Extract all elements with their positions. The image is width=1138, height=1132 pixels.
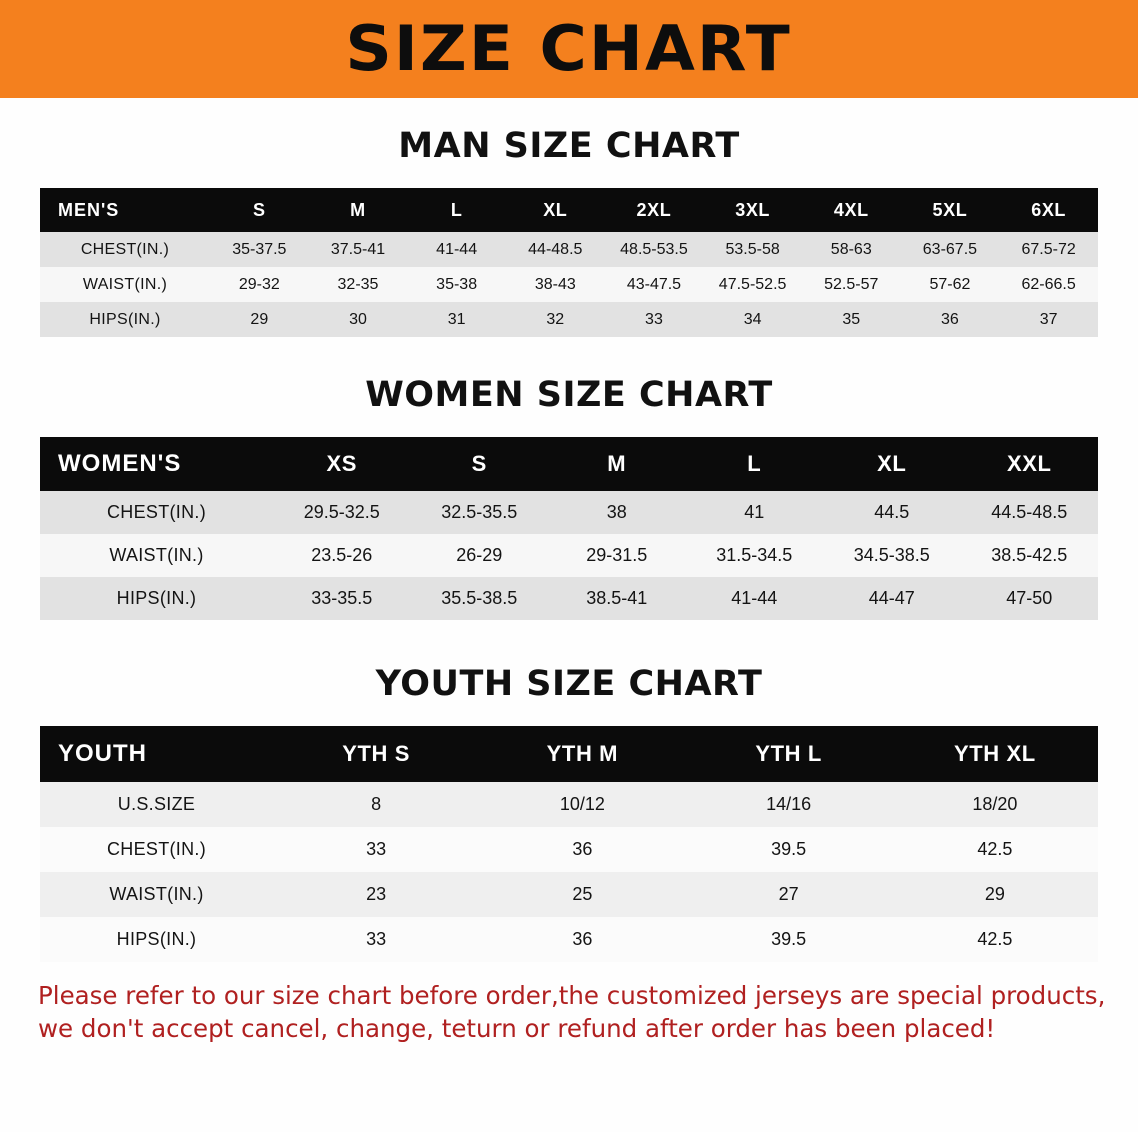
men-cell-0-4: 48.5-53.5 xyxy=(605,232,704,267)
men-cell-2-8: 37 xyxy=(999,302,1098,337)
women-size-table xyxy=(40,437,1098,620)
men-cell-0-0: 35-37.5 xyxy=(210,232,309,267)
youth-cell-0-0: 8 xyxy=(273,782,479,827)
table-row xyxy=(40,534,1098,577)
men-cell-2-6: 35 xyxy=(802,302,901,337)
table-row xyxy=(40,232,1098,267)
youth-col-1: YTH M xyxy=(479,726,685,782)
women-row-2-label: HIPS(IN.) xyxy=(40,577,273,620)
youth-section-title: YOUTH SIZE CHART xyxy=(375,664,763,704)
youth-corner-label: YOUTH xyxy=(40,726,273,782)
women-row-0-label: CHEST(IN.) xyxy=(40,491,273,534)
men-cell-0-1: 37.5-41 xyxy=(309,232,408,267)
men-cell-2-3: 32 xyxy=(506,302,605,337)
youth-col-0: YTH S xyxy=(273,726,479,782)
youth-cell-0-3: 18/20 xyxy=(892,782,1098,827)
women-row-1-label: WAIST(IN.) xyxy=(40,534,273,577)
men-cell-2-2: 31 xyxy=(407,302,506,337)
table-row xyxy=(40,827,1098,872)
table-row xyxy=(40,302,1098,337)
youth-row-3-label: HIPS(IN.) xyxy=(40,917,273,962)
page-title: SIZE CHART xyxy=(345,12,793,85)
men-cell-2-4: 33 xyxy=(605,302,704,337)
men-cell-1-4: 43-47.5 xyxy=(605,267,704,302)
women-cell-1-3: 31.5-34.5 xyxy=(686,534,824,577)
table-row xyxy=(40,782,1098,827)
youth-table-wrap xyxy=(0,726,1138,962)
women-col-1: S xyxy=(411,437,549,491)
women-cell-1-2: 29-31.5 xyxy=(548,534,686,577)
men-cell-1-5: 47.5-52.5 xyxy=(703,267,802,302)
women-cell-2-5: 47-50 xyxy=(961,577,1099,620)
men-cell-0-6: 58-63 xyxy=(802,232,901,267)
man-section-title: MAN SIZE CHART xyxy=(398,126,740,166)
men-cell-0-2: 41-44 xyxy=(407,232,506,267)
men-cell-1-2: 35-38 xyxy=(407,267,506,302)
table-header-row xyxy=(40,188,1098,232)
women-cell-2-4: 44-47 xyxy=(823,577,961,620)
youth-cell-0-2: 14/16 xyxy=(686,782,892,827)
men-row-0-label: CHEST(IN.) xyxy=(40,232,210,267)
women-cell-2-0: 33-35.5 xyxy=(273,577,411,620)
men-cell-0-3: 44-48.5 xyxy=(506,232,605,267)
youth-row-0-label: U.S.SIZE xyxy=(40,782,273,827)
men-cell-1-6: 52.5-57 xyxy=(802,267,901,302)
men-col-2: L xyxy=(407,188,506,232)
youth-cell-1-3: 42.5 xyxy=(892,827,1098,872)
men-col-3: XL xyxy=(506,188,605,232)
table-row xyxy=(40,917,1098,962)
men-cell-1-1: 32-35 xyxy=(309,267,408,302)
youth-cell-3-0: 33 xyxy=(273,917,479,962)
men-col-4: 2XL xyxy=(605,188,704,232)
women-col-0: XS xyxy=(273,437,411,491)
men-cell-1-3: 38-43 xyxy=(506,267,605,302)
women-cell-1-0: 23.5-26 xyxy=(273,534,411,577)
table-header-row xyxy=(40,437,1098,491)
women-table-wrap xyxy=(0,437,1138,620)
men-col-0: S xyxy=(210,188,309,232)
disclaimer-line-1: Please refer to our size chart before order,the customized jerseys are special products, xyxy=(38,981,1106,1010)
women-cell-2-2: 38.5-41 xyxy=(548,577,686,620)
youth-cell-1-2: 39.5 xyxy=(686,827,892,872)
header-banner xyxy=(0,0,1138,98)
men-col-5: 3XL xyxy=(703,188,802,232)
women-cell-1-4: 34.5-38.5 xyxy=(823,534,961,577)
youth-cell-2-2: 27 xyxy=(686,872,892,917)
women-cell-2-1: 35.5-38.5 xyxy=(411,577,549,620)
women-cell-1-1: 26-29 xyxy=(411,534,549,577)
women-cell-0-1: 32.5-35.5 xyxy=(411,491,549,534)
youth-row-2-label: WAIST(IN.) xyxy=(40,872,273,917)
women-cell-0-4: 44.5 xyxy=(823,491,961,534)
men-size-table xyxy=(40,188,1098,337)
men-cell-1-0: 29-32 xyxy=(210,267,309,302)
youth-cell-2-1: 25 xyxy=(479,872,685,917)
men-col-1: M xyxy=(309,188,408,232)
women-col-5: XXL xyxy=(961,437,1099,491)
youth-cell-3-2: 39.5 xyxy=(686,917,892,962)
men-row-2-label: HIPS(IN.) xyxy=(40,302,210,337)
women-col-3: L xyxy=(686,437,824,491)
man-table-wrap xyxy=(0,188,1138,337)
men-cell-1-7: 57-62 xyxy=(901,267,1000,302)
men-cell-0-8: 67.5-72 xyxy=(999,232,1098,267)
men-cell-0-5: 53.5-58 xyxy=(703,232,802,267)
youth-cell-3-3: 42.5 xyxy=(892,917,1098,962)
women-col-4: XL xyxy=(823,437,961,491)
men-col-6: 4XL xyxy=(802,188,901,232)
youth-size-table xyxy=(40,726,1098,962)
youth-col-3: YTH XL xyxy=(892,726,1098,782)
youth-cell-2-3: 29 xyxy=(892,872,1098,917)
disclaimer-note xyxy=(0,980,1138,1046)
men-col-8: 6XL xyxy=(999,188,1098,232)
table-row xyxy=(40,491,1098,534)
youth-row-1-label: CHEST(IN.) xyxy=(40,827,273,872)
women-cell-0-5: 44.5-48.5 xyxy=(961,491,1099,534)
men-cell-1-8: 62-66.5 xyxy=(999,267,1098,302)
women-section-title: WOMEN SIZE CHART xyxy=(365,375,773,415)
women-corner-label: WOMEN'S xyxy=(40,437,273,491)
women-col-2: M xyxy=(548,437,686,491)
youth-cell-0-1: 10/12 xyxy=(479,782,685,827)
youth-cell-1-0: 33 xyxy=(273,827,479,872)
table-row xyxy=(40,872,1098,917)
table-row xyxy=(40,577,1098,620)
women-cell-0-3: 41 xyxy=(686,491,824,534)
men-cell-2-7: 36 xyxy=(901,302,1000,337)
youth-col-2: YTH L xyxy=(686,726,892,782)
men-cell-2-1: 30 xyxy=(309,302,408,337)
women-cell-0-2: 38 xyxy=(548,491,686,534)
men-cell-2-0: 29 xyxy=(210,302,309,337)
youth-cell-3-1: 36 xyxy=(479,917,685,962)
table-header-row xyxy=(40,726,1098,782)
women-cell-0-0: 29.5-32.5 xyxy=(273,491,411,534)
men-cell-2-5: 34 xyxy=(703,302,802,337)
youth-cell-1-1: 36 xyxy=(479,827,685,872)
men-corner-label: MEN'S xyxy=(40,188,210,232)
youth-cell-2-0: 23 xyxy=(273,872,479,917)
women-cell-1-5: 38.5-42.5 xyxy=(961,534,1099,577)
table-row xyxy=(40,267,1098,302)
men-row-1-label: WAIST(IN.) xyxy=(40,267,210,302)
men-cell-0-7: 63-67.5 xyxy=(901,232,1000,267)
disclaimer-line-2: we don't accept cancel, change, teturn or refund after order has been placed! xyxy=(38,1013,996,1043)
men-col-7: 5XL xyxy=(901,188,1000,232)
women-cell-2-3: 41-44 xyxy=(686,577,824,620)
